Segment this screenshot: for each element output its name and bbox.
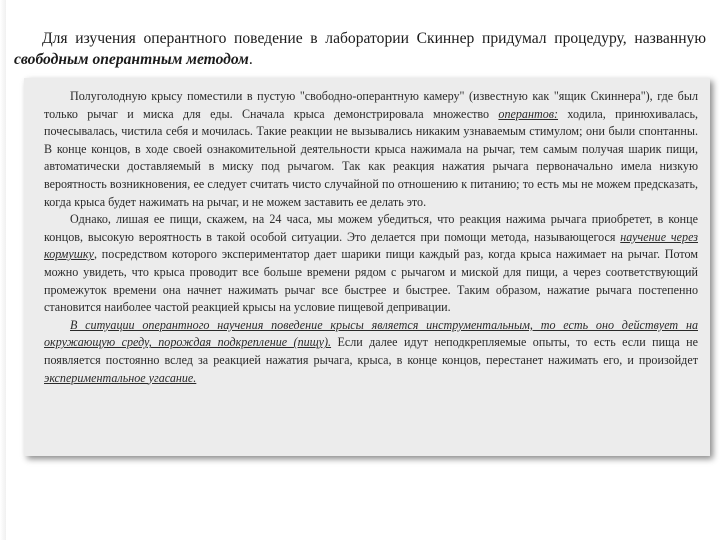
p1-term-operants: оперантов: <box>498 106 559 121</box>
p2-text-b: , посредством которого экспериментатор дает шарики пищи каждый раз, когда крыса нажимает на рычаг. Потом можно увидеть, что крыса проводит все больше времени рядом с рычагом и миской для пищи, а через соответствующий промежуток времени она начнет нажимать рычаг все быстрее и быстрее. Таким образом, нажатие рычага постепенно становится наиболее частой реакцией крысы на условие пищевой депривации. <box>44 247 698 315</box>
intro-paragraph <box>14 28 706 70</box>
intro-period: . <box>248 51 253 68</box>
intro-text: Для изучения оперантного поведение в лаборатории Скиннер придумал процедуру, названную <box>42 30 706 47</box>
text-box-content <box>44 88 698 387</box>
p3-text-a: Если далее идут неподкрепляемые опыты, то есть если пища не появляется постоянно вслед за реакцией нажатия рычага, крыса, в конце концов, перестанет нажимать его, и произойдет <box>44 335 698 367</box>
paragraph-1 <box>44 88 698 211</box>
left-edge-bar <box>0 0 6 540</box>
p2-text-a: Однако, лишая ее пищи, скажем, на 24 часа, мы можем убедиться, что реакция нажима рычага приобретет, в конце концов, высокую вероятность в такой особой ситуации. Это делается при помощи метода, называющегося <box>44 212 698 244</box>
paragraph-2 <box>44 211 698 317</box>
p1-text-b: ходила, принюхивалась, почесывалась, чистила себя и мочилась. Такие реакции не вызывались никаким узнаваемым стимулом; они были спонтанны. В конце концов, в ходе своей ознакомительной деятельности крыса нажимала на рычаг, тем самым получая шарик пищи, автоматически доставляемый в миску под рычагом. Так как реакция нажатия рычага первоначально имела низкую вероятность возникновения, ее следует считать чисто случайной по отношению к питанию; то есть мы не можем предсказать, когда крыса будет нажимать на рычаг, и не можем заставить ее делать это. <box>44 106 698 209</box>
intro-term: свободным оперантным методом <box>14 51 249 68</box>
p3-key-statement: В ситуации оперантного научения поведение крысы является инструментальным, то есть оно действует на окружающую среду, порождая подкрепление (пищу). <box>44 317 698 350</box>
p2-term-feeder-learning: научение через кормушку <box>44 229 698 262</box>
paragraph-3 <box>44 317 698 387</box>
text-box <box>24 78 710 456</box>
p3-term-extinction: экспериментальное угасание. <box>44 370 197 385</box>
p1-text-a: Полуголодную крысу поместили в пустую "свободно-оперантную камеру" (известную как "ящик Скиннера"), где был только рычаг и миска для еды. Сначала крыса демонстрировала множество <box>44 89 698 121</box>
